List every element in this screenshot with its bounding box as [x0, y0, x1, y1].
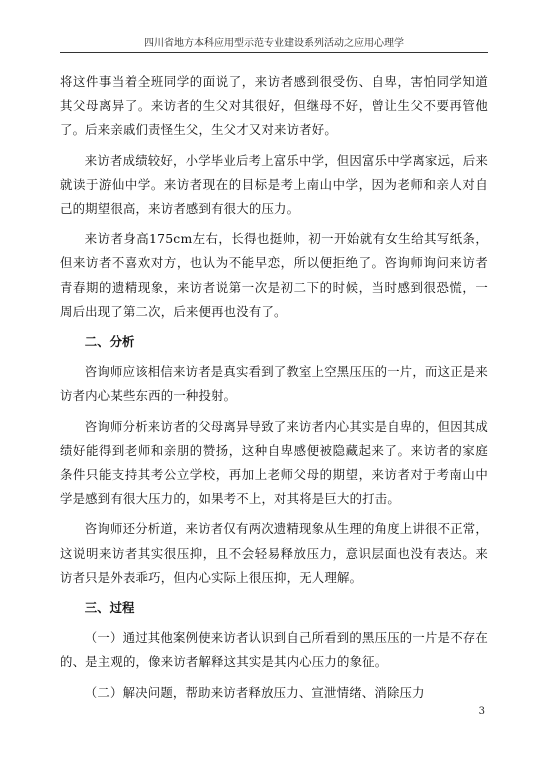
document-body [60, 70, 488, 705]
section-heading-process: 三、过程 [84, 600, 135, 616]
paragraph-analysis-2: 咨询师分析来访者的父母离异导致了来访者内心其实是自卑的，但因其成绩好能得到老师和亲朋的赞扬，这种自卑感便被隐藏起来了。来访者的家庭条件只能支持其考公立学校，再加上老师父母的期望，来访者对于考南山中学是感到有很大压力的，如果考不上，对其将是巨大的打击。 [60, 418, 488, 507]
paragraph-analysis-1: 咨询师应该相信来访者是真实看到了教室上空黑压压的一片，而这正是来访者内心某些东西的一种投射。 [60, 364, 488, 404]
section-heading-analysis: 二、分析 [84, 334, 135, 350]
running-header: 四川省地方本科应用型示范专业建设系列活动之应用心理学 [144, 38, 404, 49]
header-divider [60, 52, 488, 53]
paragraph-puberty: 来访者身高175cm左右，长得也挺帅，初一开始就有女生给其写纸条，但来访者不喜欢对方，也认为不能早恋，所以便拒绝了。咨询师询问来访者青春期的遗精现象，来访者说第一次是初二下的时候，当时感到很恐慌，一周后出现了第二次，后来便再也没有了。 [60, 231, 488, 319]
paragraph-process-2: （二）解决问题，帮助来访者释放压力、宣泄情绪、消除压力 [84, 684, 425, 700]
paragraph-process-1: （一）通过其他案例使来访者认识到自己所看到的黑压压的一片是不存在的、是主观的，像来访者解释这其实是其内心压力的象征。 [60, 630, 488, 670]
paragraph-continued: 将这件事当着全班同学的面说了，来访者感到很受伤、自卑，害怕同学知道其父母离异了。来访者的生父对其很好，但继母不好，曾让生父不要再管他了。后来亲戚们责怪生父，生父才又对来访者好。 [60, 74, 488, 138]
paragraph-analysis-3: 咨询师还分析道，来访者仅有两次遗精现象从生理的角度上讲很不正常，这说明来访者其实很压抑，且不会轻易释放压力，意识层面也没有表达。来访者只是外表乖巧，但内心实际上很压抑，无人理解。 [60, 521, 488, 585]
page-number: 3 [478, 706, 485, 717]
paragraph-school: 来访者成绩较好，小学毕业后考上富乐中学，但因富乐中学离家远，后来就读于游仙中学。来访者现在的目标是考上南山中学，因为老师和亲人对自己的期望很高，来访者感到有很大的压力。 [60, 152, 488, 217]
